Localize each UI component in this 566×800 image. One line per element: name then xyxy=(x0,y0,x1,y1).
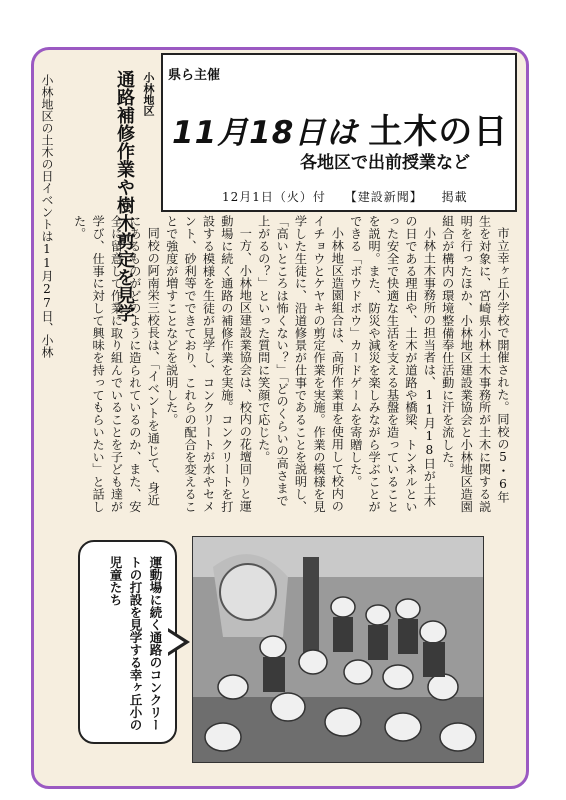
article-paragraph: 一方、小林地区建設業協会は、校内の花壇回りと運動場に続く通路の補修作業を実施。コンクリートを打設する模様を生徒が見学し、コンクリートが水やセメント、砂利等でできており、これらの配合を変えることで強度が増すことなどを説明した。 xyxy=(164,215,253,513)
side-article-headline: 通路補修作業や樹木剪定を見学 xyxy=(114,70,135,322)
organizer-label: 県ら主催 xyxy=(168,68,221,83)
photo-caption-bubble xyxy=(78,540,177,744)
side-article-body: 小林地区の土木の日イベントは11月27日、小林 xyxy=(40,74,54,358)
citation-date: 12月1日（火）付 xyxy=(222,190,326,204)
caption-pointer-inner xyxy=(167,631,184,653)
photo-caption-text: 運動場に続く通路のコンクリートの打設を見学する幸ヶ丘小の児童たち xyxy=(108,556,163,731)
title-date: 11月18日は xyxy=(172,115,359,151)
citation-paper: 【建設新聞】 xyxy=(344,190,423,204)
side-article-region: 小林地区 xyxy=(142,72,155,116)
article-paragraph: 同校の阿南栄三校長は、「イベントを通じて、身近にあるものがどのように造られているのか、また、安全に留意して作業に取り組んでいることを子ども達が学び、仕事に対して興味を持ってもらいたい」と話した。 xyxy=(72,215,161,513)
citation-posted: 掲載 xyxy=(441,190,468,204)
page-title xyxy=(172,104,508,153)
article-paragraph: 市立幸ヶ丘小学校で開催された。同校の5・6年生を対象に、宮崎県小林土木事務所が土木に関する説明を行ったほか、小林地区建設業協会と小林地区造園組合が構内の環境整備奉仕活動に汗を流した。 xyxy=(440,215,510,513)
children-watching-photo xyxy=(193,537,483,762)
news-photo xyxy=(192,536,484,763)
article-paragraph: 小林土木事務所の担当者は、11月18日が土木の日である理由や、土木が道路や橋梁、トンネルといった安全で快適な生活を支える基盤を造っていることを説明。また、防災や減災を楽しみながら学ぶことができる「ボウドボウ」カードゲームを寄贈した。 xyxy=(348,215,437,513)
article-body xyxy=(42,215,512,515)
article-paragraph: 小林地区造園組合は、高所作業車を使用して校内のイチョウとケヤキの剪定作業を実施。作業の模様を見学した生徒に、沿道修景が仕事であることを説明し、「高いところは怖くない？」「どのくらいの高さまで上がるの？」といった質問に笑顔で応じた。 xyxy=(256,215,345,513)
page-subtitle: 各地区で出前授業など xyxy=(300,153,470,173)
citation-line xyxy=(222,188,482,205)
title-noun: 土木の日 xyxy=(368,112,509,152)
